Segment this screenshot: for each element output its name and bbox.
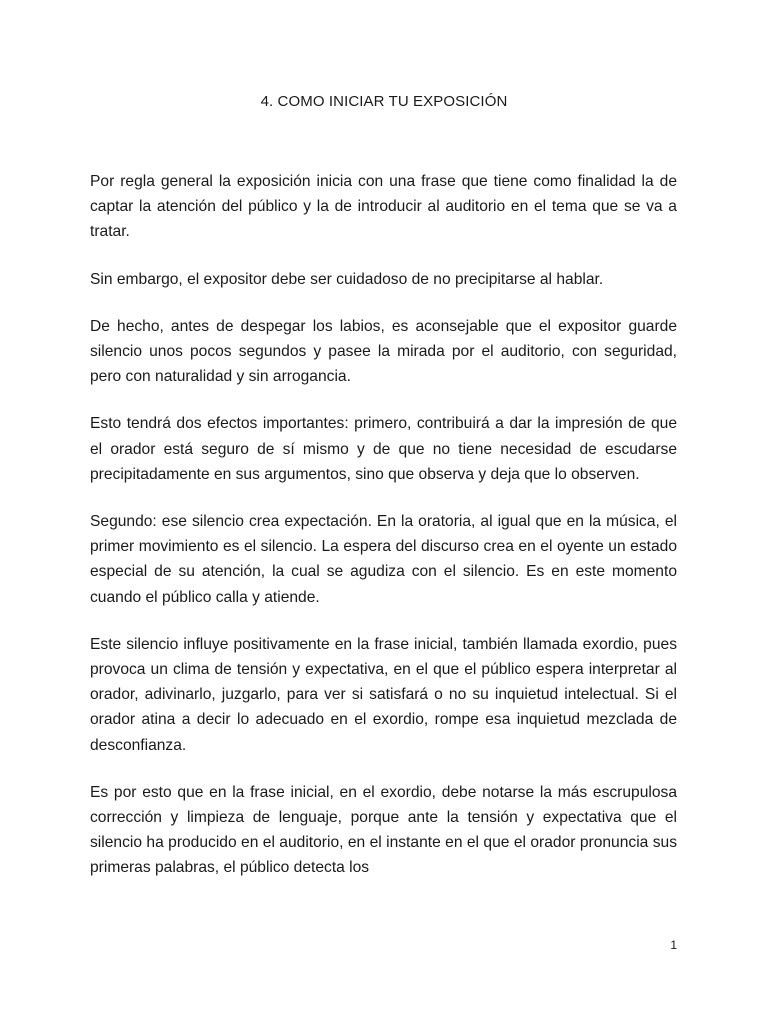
paragraph-5: Segundo: ese silencio crea expectación. En la oratoria, al igual que en la música, el primer movimiento es el silencio. La espera del discurso crea en el oyente un estado especial de su atención, la cual se agudiza con el silencio. Es en este momento cuando el público calla y atiende. bbox=[90, 513, 677, 606]
paragraph-3: De hecho, antes de despegar los labios, es aconsejable que el expositor guarde silencio unos pocos segundos y pasee la mirada por el auditorio, con seguridad, pero con naturalidad y sin arrogancia. bbox=[90, 317, 677, 386]
page-title: 4. COMO INICIAR TU EXPOSICIÓN bbox=[260, 93, 508, 110]
paragraph-7: Es por esto que en la frase inicial, en el exordio, debe notarse la más escrupulosa corrección y limpieza de lenguaje, porque ante la tensión y expectativa que el silencio ha producido en el auditorio, en el instante en el que el orador pronuncia sus primeras palabras, el público detecta los bbox=[90, 783, 677, 877]
body-text bbox=[90, 169, 677, 903]
paragraph-4: Esto tendrá dos efectos importantes: primero, contribuirá a dar la impresión de que el orador está seguro de sí mismo y de que no tiene necesidad de escudarse precipitadamente en sus argumentos, sino que observa y deja que lo observen. bbox=[90, 415, 677, 483]
paragraph-6: Este silencio influye positivamente en la frase inicial, también llamada exordio, pues provoca un clima de tensión y expectativa, en el que el público espera interpretar al orador, adivinarlo, juzgarlo, para ver si satisfará o no su inquietud intelectual. Si el orador atina a decir lo adecuado en el exordio, rompe esa inquietud mezclada de desconfianza. bbox=[90, 635, 677, 754]
paragraph-1: Por regla general la exposición inicia con una frase que tiene como finalidad la de captar la atención del público y la de introducir al auditorio en el tema que se va a tratar. bbox=[90, 173, 677, 241]
paragraph-2: Sin embargo, el expositor debe ser cuidadoso de no precipitarse al hablar. bbox=[90, 270, 604, 288]
page-number: 1 bbox=[670, 938, 677, 952]
